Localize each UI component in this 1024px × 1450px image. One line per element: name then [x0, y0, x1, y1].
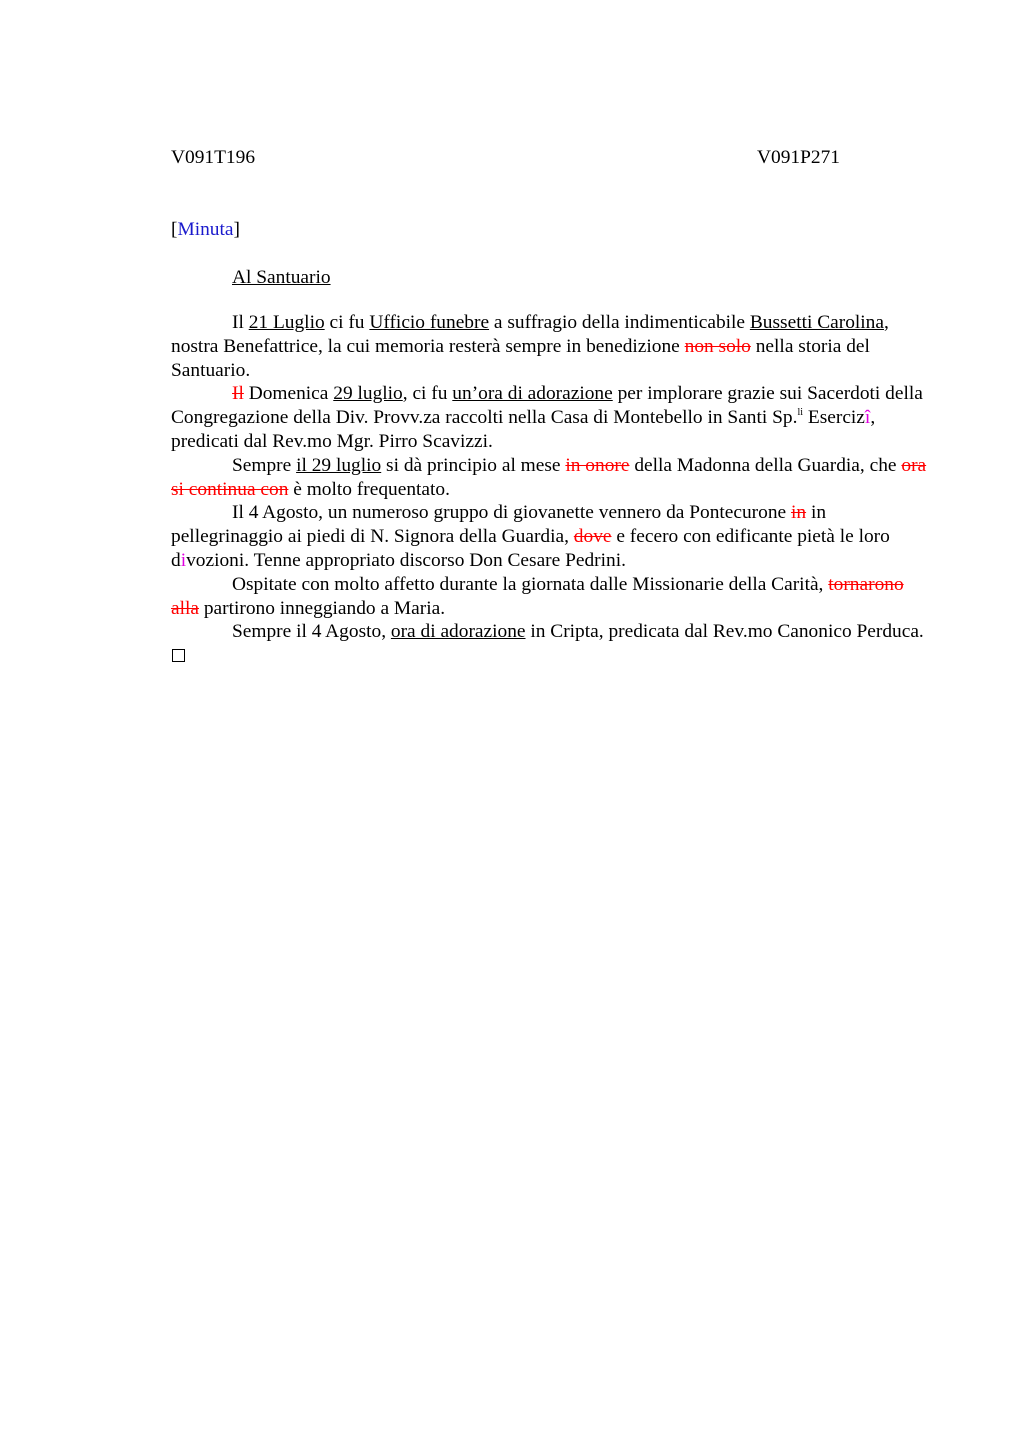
deleted-text: in — [791, 502, 807, 524]
text-run: nella storia del Santuario. — [171, 335, 870, 381]
header-row — [171, 143, 931, 173]
underlined-text: Ufficio funebre — [369, 312, 490, 333]
text-run: , ci fu — [402, 383, 453, 405]
deleted-text: Il — [232, 383, 244, 405]
paragraph-4 — [171, 501, 931, 572]
underlined-text: 21 Luglio — [248, 312, 325, 333]
text-run: e fecero con edificante pietà le loro d — [171, 526, 890, 571]
text-run: , predicati dal Rev.mo Mgr. Pirro Scavizzi. — [171, 407, 876, 452]
text-run: a suffragio della indimenticabile — [489, 312, 750, 333]
deleted-text: dove — [573, 526, 612, 548]
deleted-text: ora si continua con — [171, 454, 927, 500]
text-run: si dà principio al mese — [381, 454, 566, 476]
label-text: Minuta — [177, 219, 234, 240]
paragraph-5 — [171, 573, 931, 621]
deleted-text: tornarono alla — [171, 573, 904, 619]
text-run: Sempre il 4 Agosto, — [232, 621, 391, 643]
document-code-right: V091P271 — [757, 147, 840, 168]
document-page — [171, 143, 931, 668]
text-run: Eserciz — [803, 407, 865, 429]
text-run: per implorare grazie sui Sacerdoti della Congregazione della Div. Provv.za raccolti nella Casa di Montebello in Santi Sp. — [171, 383, 923, 429]
superscript-text: li — [797, 407, 804, 419]
inserted-text: i — [180, 549, 187, 571]
underlined-text: Bussetti Carolina — [749, 312, 884, 333]
inserted-text: î — [864, 407, 871, 429]
deleted-text: non solo — [684, 335, 751, 357]
text-run: è molto frequentato. — [288, 478, 450, 500]
text-run: vozioni. Tenne appropriato discorso Don Cesare Pedrini. — [186, 549, 626, 571]
underlined-text: 29 luglio — [333, 383, 403, 405]
draft-label — [171, 215, 931, 245]
paragraph-2 — [171, 382, 931, 453]
paragraph-1 — [171, 311, 931, 382]
text-run: Domenica — [243, 383, 334, 405]
section-title — [171, 263, 931, 293]
body-text — [171, 311, 931, 668]
underlined-text: ora di adorazione — [390, 621, 526, 643]
paragraph-6 — [171, 620, 931, 644]
text-run: , nostra Benefattrice, la cui memoria resterà sempre in benedizione — [171, 312, 889, 357]
text-run: della Madonna della Guardia, che — [629, 454, 902, 476]
section-title-text: Al Santuario — [232, 267, 331, 288]
text-run: Il — [232, 312, 249, 333]
underlined-text: un’ora di adorazione — [452, 383, 613, 405]
text-run: in Cripta, predicata dal Rev.mo Canonico Perduca. — [525, 621, 924, 643]
text-run: Il 4 Agosto, un numeroso gruppo di giovanette vennero da Pontecurone — [232, 502, 791, 524]
paragraph-3 — [171, 454, 931, 502]
text-run: partirono inneggiando a Maria. — [199, 597, 446, 619]
text-run: ci fu — [324, 312, 370, 333]
underlined-text: il 29 luglio — [296, 454, 382, 476]
document-code-left: V091T196 — [171, 147, 256, 168]
end-mark-line — [171, 644, 931, 668]
checkbox-square-icon — [172, 649, 185, 662]
text-run: Sempre — [232, 454, 297, 476]
label-open-bracket: [ — [171, 219, 178, 240]
text-run: Ospitate con molto affetto durante la giornata dalle Missionarie della Carità, — [232, 573, 829, 595]
label-close-bracket: ] — [233, 219, 240, 240]
text-run: in pellegrinaggio ai piedi di N. Signora della Guardia, — [171, 502, 827, 548]
deleted-text: in onore — [565, 454, 630, 476]
